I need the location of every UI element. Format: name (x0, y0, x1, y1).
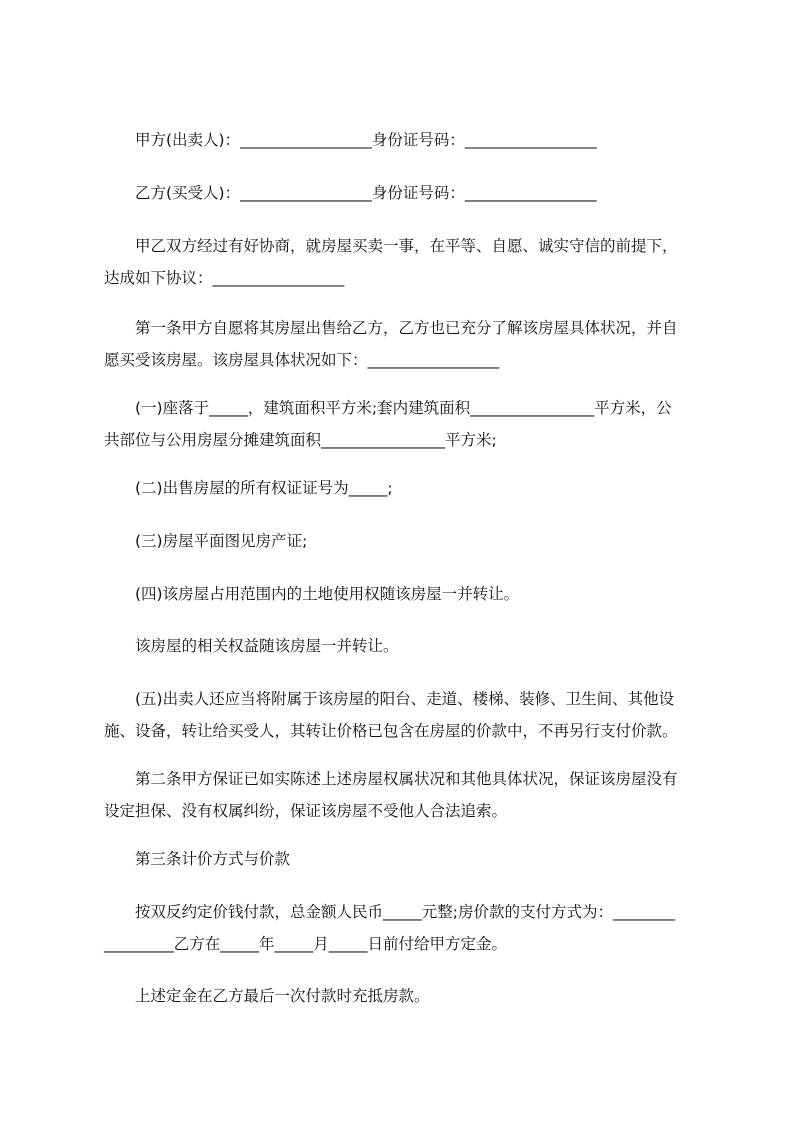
item-five-paragraph (104, 683, 704, 747)
item-five-line-1: (五)出卖人还应当将附属于该房屋的阳台、走道、楼梯、装修、卫生间、其他设 (104, 690, 675, 708)
item-four-line-1: (四)该房屋占用范围内的土地使用权随该房屋一并转让。 (104, 585, 520, 603)
article-two-paragraph (104, 763, 704, 827)
agreement-intro-line-1: 甲乙双方经过有好协商，就房屋买卖一事，在平等、自愿、诚实守信的前提下， (104, 237, 678, 255)
deposit-line-1: 上述定金在乙方最后一次付款时充抵房款。 (104, 987, 430, 1005)
deposit-paragraph (104, 980, 704, 1012)
article-three-heading (104, 843, 704, 875)
agreement-intro-paragraph (104, 230, 704, 294)
item-one-line-2: 共部位与公用房屋分摊建筑面积________________平方米; (104, 431, 497, 449)
payment-line-2: _________乙方在_____年_____月_____日前付给甲方定金。 (104, 935, 508, 953)
article-two-line-1: 第二条甲方保证已如实陈述上述房屋权属状况和其他具体状况，保证该房屋没有 (104, 770, 678, 788)
item-four-paragraph (104, 578, 704, 610)
related-rights-paragraph (104, 630, 704, 662)
article-one-line-2: 愿买受该房屋。该房屋具体状况如下：_________________ (104, 351, 500, 369)
buyer-text: 乙方(买受人)：_________________身份证号码：_________________ (104, 184, 597, 202)
seller-text: 甲方(出卖人)：_________________身份证号码：_________________ (104, 131, 597, 149)
item-five-line-2: 施、设备，转让给买受人，其转让价格已包含在房屋的价款中，不再另行支付价款。 (104, 722, 678, 740)
item-two-paragraph (104, 472, 704, 504)
seller-line (104, 124, 704, 156)
payment-line-1: 按双反约定价钱付款，总金额人民币_____元整;房价款的支付方式为：________ (104, 903, 675, 921)
buyer-line (104, 177, 704, 209)
article-one-line-1: 第一条甲方自愿将其房屋出售给乙方，乙方也已充分了解该房屋具体状况，并自 (104, 319, 678, 337)
related-rights-line-1: 该房屋的相关权益随该房屋一并转让。 (104, 637, 399, 655)
payment-paragraph (104, 896, 704, 960)
article-one-paragraph (104, 312, 704, 376)
item-three-paragraph (104, 525, 704, 557)
item-one-line-1: (一)座落于_____，建筑面积平方米;套内建筑面积________________平方米，公 (104, 399, 672, 417)
article-two-line-2: 设定担保、没有权属纠纷，保证该房屋不受他人合法追索。 (104, 802, 508, 820)
item-one-paragraph (104, 392, 704, 456)
item-two-line-1: (二)出售房屋的所有权证证号为_____; (104, 479, 393, 497)
agreement-intro-line-2: 达成如下协议：_________________ (104, 269, 345, 287)
item-three-line-1: (三)房屋平面图见房产证; (104, 532, 308, 550)
article-three-heading-text: 第三条计价方式与价款 (104, 850, 291, 868)
